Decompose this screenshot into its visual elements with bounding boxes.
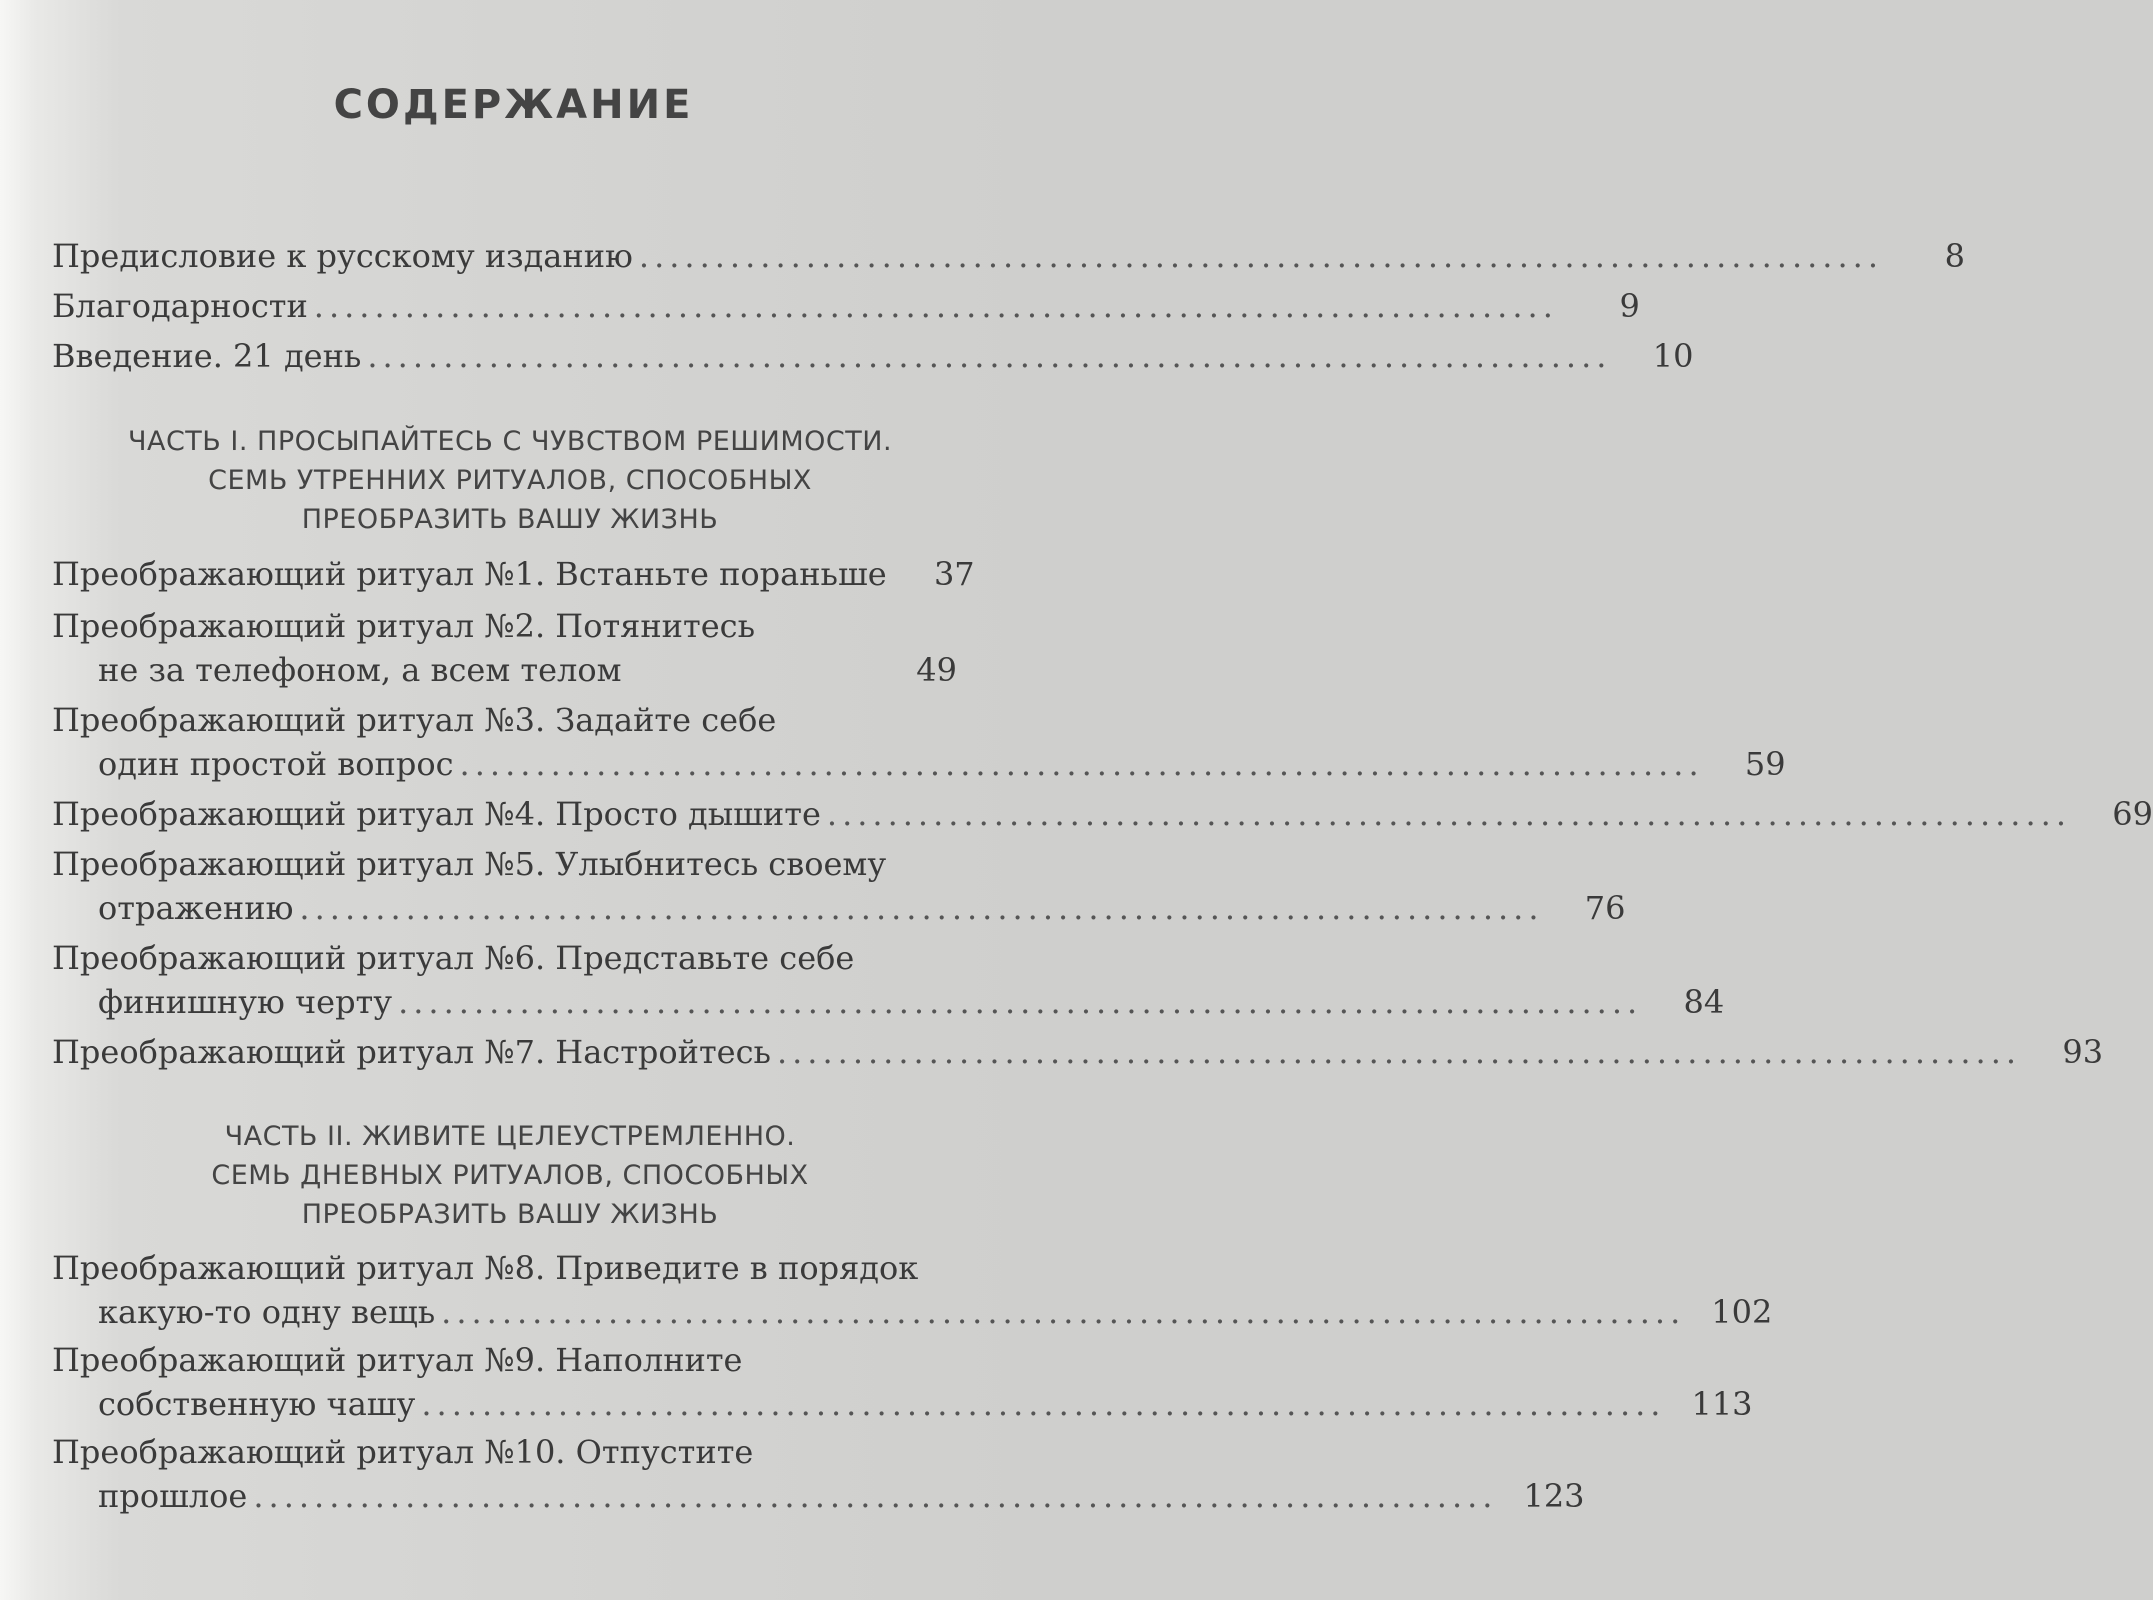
toc-entry-ritual-4 (52, 792, 2153, 836)
toc-entry-introduction (52, 334, 1694, 378)
toc-entry-ritual-1 (52, 552, 975, 596)
toc-line (52, 936, 957, 980)
toc-line (52, 552, 975, 596)
page-title: СОДЕРЖАНИЕ (333, 82, 694, 128)
toc-line (52, 1030, 2104, 1074)
toc-entry-ritual-6 (52, 936, 1725, 1024)
part-heading-line: СЕМЬ ДНЕВНЫХ РИТУАЛОВ, СПОСОБНЫХ (211, 1160, 809, 1191)
toc-entry-title-continuation: какую-то одну вещь (98, 1293, 436, 1331)
toc-entry-ritual-3 (52, 698, 1786, 786)
leader-dots: .................................................................................. (253, 1477, 1498, 1515)
toc-page-number: 8 (1944, 237, 1965, 275)
toc-line (52, 1338, 957, 1382)
toc-entry-title: Преображающий ритуал №7. Настройтесь (52, 1033, 771, 1071)
toc-entry-ritual-5 (52, 842, 1626, 930)
toc-entry-title: Преображающий ритуал №3. Задайте себе (52, 701, 777, 739)
toc-page-number: 37 (933, 555, 975, 593)
toc-page-number: 84 (1683, 983, 1725, 1021)
toc-page-number: 93 (2062, 1033, 2104, 1071)
toc-line (52, 1246, 957, 1290)
toc-entry-title: Благодарности (52, 287, 308, 325)
toc-page-number: 9 (1619, 287, 1640, 325)
toc-line (52, 1430, 957, 1474)
toc-entry-title-continuation: один простой вопрос (98, 745, 454, 783)
toc-line (52, 792, 2153, 836)
leader-dots: .................................................................................. (299, 889, 1544, 927)
toc-entry-title: Преображающий ритуал №2. Потянитесь (52, 607, 755, 645)
toc-entry-title: Преображающий ритуал №8. Приведите в порядок (52, 1249, 919, 1287)
toc-entry-title-continuation: прошлое (98, 1477, 248, 1515)
part-heading-line: ПРЕОБРАЗИТЬ ВАШУ ЖИЗНЬ (301, 504, 719, 535)
leader-dots: .................................................................................. (459, 745, 1704, 783)
leader-dots: .................................................................................. (441, 1293, 1686, 1331)
toc-line-continuation (52, 1290, 1773, 1334)
toc-line (52, 698, 957, 742)
toc-entry-title-continuation: собственную чашу (98, 1385, 416, 1423)
toc-entry-title: Введение. 21 день (52, 337, 362, 375)
toc-entry-acknowledgements (52, 284, 1640, 328)
toc-line-continuation (52, 648, 957, 692)
toc-line (52, 842, 957, 886)
toc-line (52, 234, 1965, 278)
leader-dots: .................................................................................. (398, 983, 1643, 1021)
toc-entry-preface (52, 234, 1965, 278)
toc-entry-ritual-7 (52, 1030, 2104, 1074)
leader-dots: .................................................................................. (313, 287, 1558, 325)
part-heading-line: ЧАСТЬ I. ПРОСЫПАЙТЕСЬ С ЧУВСТВОМ РЕШИМОСТИ. (127, 426, 893, 457)
toc-entry-title: Преображающий ритуал №10. Отпустите (52, 1433, 754, 1471)
leader-dots: .................................................................................. (638, 237, 1883, 275)
toc-page-number: 102 (1711, 1293, 1773, 1331)
toc-entry-title-continuation: отражению (98, 889, 294, 927)
toc-page-number: 123 (1523, 1477, 1585, 1515)
toc-line (52, 334, 1694, 378)
toc-line-continuation (52, 1382, 1753, 1426)
toc-page-number: 59 (1744, 745, 1786, 783)
part-heading-line: СЕМЬ УТРЕННИХ РИТУАЛОВ, СПОСОБНЫХ (208, 465, 812, 496)
toc-line-continuation (52, 742, 1786, 786)
toc-entry-ritual-9 (52, 1338, 1753, 1426)
part-2-heading (100, 1117, 920, 1234)
part-heading-line: ПРЕОБРАЗИТЬ ВАШУ ЖИЗНЬ (301, 1199, 719, 1230)
part-heading-line: ЧАСТЬ II. ЖИВИТЕ ЦЕЛЕУСТРЕМЛЕННО. (224, 1121, 796, 1152)
toc-entry-ritual-2 (52, 604, 957, 692)
toc-line (52, 284, 1640, 328)
part-1-heading (100, 422, 920, 539)
leader-dots: .................................................................................. (776, 1033, 2022, 1071)
toc-entry-title: Преображающий ритуал №9. Наполните (52, 1341, 743, 1379)
toc-entry-ritual-8 (52, 1246, 1773, 1334)
leader-dots: .................................................................................. (826, 795, 2071, 833)
toc-entry-title: Преображающий ритуал №6. Представьте себе (52, 939, 855, 977)
toc-entry-ritual-10 (52, 1430, 1585, 1518)
toc-line-continuation (52, 886, 1626, 930)
toc-page-number: 113 (1691, 1385, 1753, 1423)
toc-entry-title: Преображающий ритуал №4. Просто дышите (52, 795, 821, 833)
toc-page-number: 49 (916, 651, 957, 689)
toc-entry-title-continuation: не за телефоном, а всем телом (98, 651, 622, 689)
toc-line-continuation (52, 1474, 1585, 1518)
toc-entry-title: Преображающий ритуал №5. Улыбнитесь своему (52, 845, 887, 883)
toc-entry-title-continuation: финишную черту (98, 983, 393, 1021)
leader-dots: .................................................................................. (421, 1385, 1666, 1423)
toc-page-number: 76 (1584, 889, 1626, 927)
leader-dots: .................................................................................. (367, 337, 1612, 375)
toc-entry-title: Предисловие к русскому изданию (52, 237, 633, 275)
toc-page-number: 10 (1652, 337, 1694, 375)
toc-page-number: 69 (2112, 795, 2153, 833)
toc-entry-title: Преображающий ритуал №1. Встаньте пораньше (52, 555, 887, 593)
toc-line-continuation (52, 980, 1725, 1024)
toc-line (52, 604, 957, 648)
